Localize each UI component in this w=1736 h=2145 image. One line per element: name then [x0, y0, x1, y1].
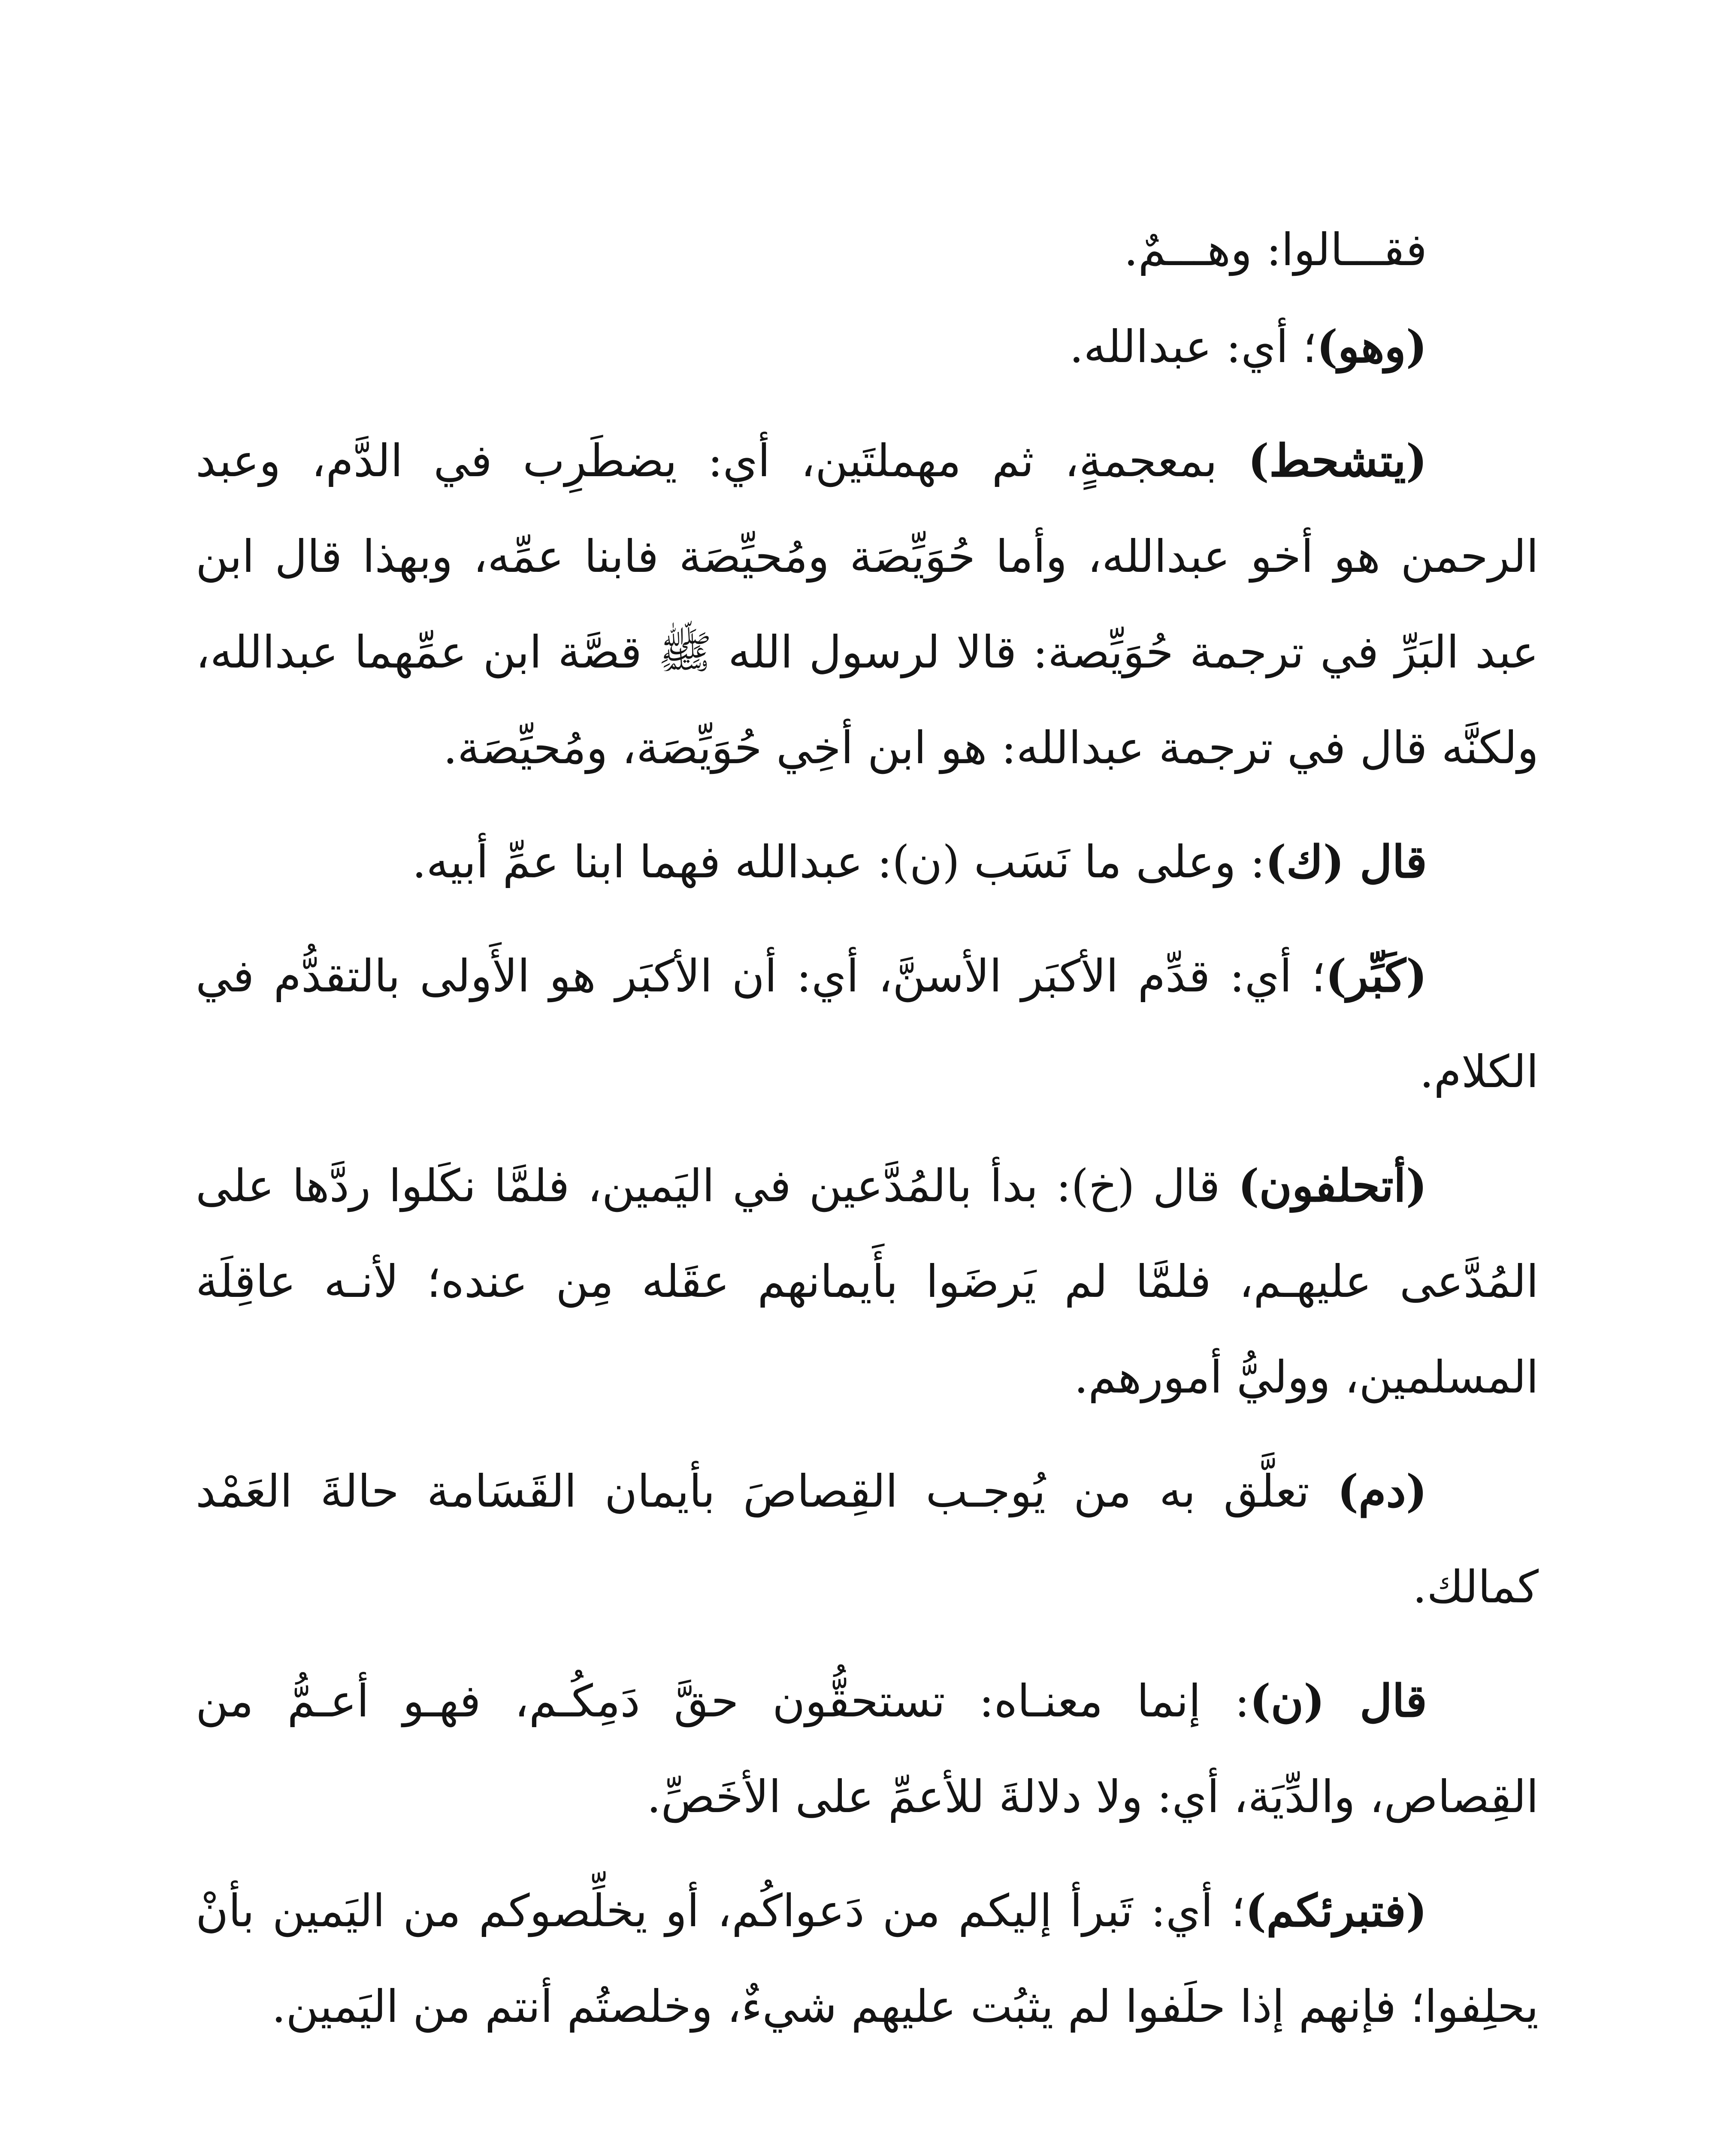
paragraph-7-text: تعلَّق به من يُوجـب القِصاصَ بأيمان القَسَامة حالةَ العَمْد كمالك. — [196, 1465, 1539, 1613]
lemma-3: (يتشحط) — [1248, 434, 1427, 487]
paragraph-1 — [196, 202, 1539, 298]
paragraph-5-text: ؛ أي: قدِّم الأكبَر الأسنَّ، أي: أن الأكبَر هو الأَولى بالتقدُّم في الكلام. — [196, 950, 1539, 1098]
paragraph-4 — [196, 814, 1539, 910]
paragraph-3-text: بمعجمةٍ، ثم مهملتَين، أي: يضطَرِب في الدَّم، وعبد الرحمن هو أخو عبدالله، وأما حُوَيِّصَة ومُحيِّصَة فابنا عمِّه، وبهذا قال ابن عبد البَرِّ في ترجمة حُوَيِّصة: قالا لرسول الله ﷺ قصَّة ابن عمِّهما عبدالله، ولكنَّه قال في ترجمة عبدالله: هو ابن أخِي حُوَيِّصَة، ومُحيِّصَة. — [196, 435, 1539, 774]
paragraph-6 — [196, 1138, 1539, 1425]
paragraph-4-text: : وعلى ما نَسَب (ن): عبدالله فهما ابنا عمِّ أبيه. — [412, 836, 1265, 888]
commentary-text — [196, 202, 1539, 2054]
paragraph-3 — [196, 413, 1539, 796]
lemma-6: (أتحلفون) — [1238, 1159, 1427, 1212]
paragraph-9-text: ؛ أي: تَبرأ إليكم من دَعواكُم، أو يخلِّصوكم من اليَمين بأنْ يحلِفوا؛ فإنهم إذا حلَفوا لم يثبُت عليهم شيءٌ، وخلصتُم أنتم من اليَمين. — [196, 1885, 1539, 2033]
paragraph-9 — [196, 1863, 1539, 2054]
lemma-8: قال (ن) — [1249, 1674, 1427, 1727]
lemma-2: (وهو) — [1316, 320, 1427, 373]
lemma-4: قال (ك) — [1265, 835, 1427, 888]
lemma-7: (دم) — [1337, 1465, 1427, 1517]
paragraph-2 — [196, 299, 1539, 395]
paragraph-5 — [196, 928, 1539, 1120]
paragraph-7 — [196, 1443, 1539, 1635]
paragraph-8 — [196, 1653, 1539, 1845]
lemma-9: (فتبرئكم) — [1245, 1884, 1427, 1937]
lemma-5: (كَبِّر) — [1325, 949, 1427, 1002]
paragraph-1-text: فقـــالوا: وهـــمٌ. — [1124, 224, 1427, 276]
paragraph-8-text: : إنما معنـاه: تستحقُّون حقَّ دَمِكُـم، فهـو أعـمُّ من القِصاص، والدِّيَة، أي: ولا دلالةَ للأعمِّ على الأخَصِّ. — [196, 1675, 1539, 1823]
paragraph-2-text: ؛ أي: عبدالله. — [1069, 320, 1317, 373]
paragraph-6-text: قال (خ): بدأ بالمُدَّعين في اليَمين، فلمَّا نكَلوا ردَّها على المُدَّعى عليهـم، فلمَّا لم يَرضَوا بأَيمانهم عقَله مِن عنده؛ لأنـه عاقِلَة المسلمين، ووليُّ أمورهم. — [196, 1160, 1539, 1403]
